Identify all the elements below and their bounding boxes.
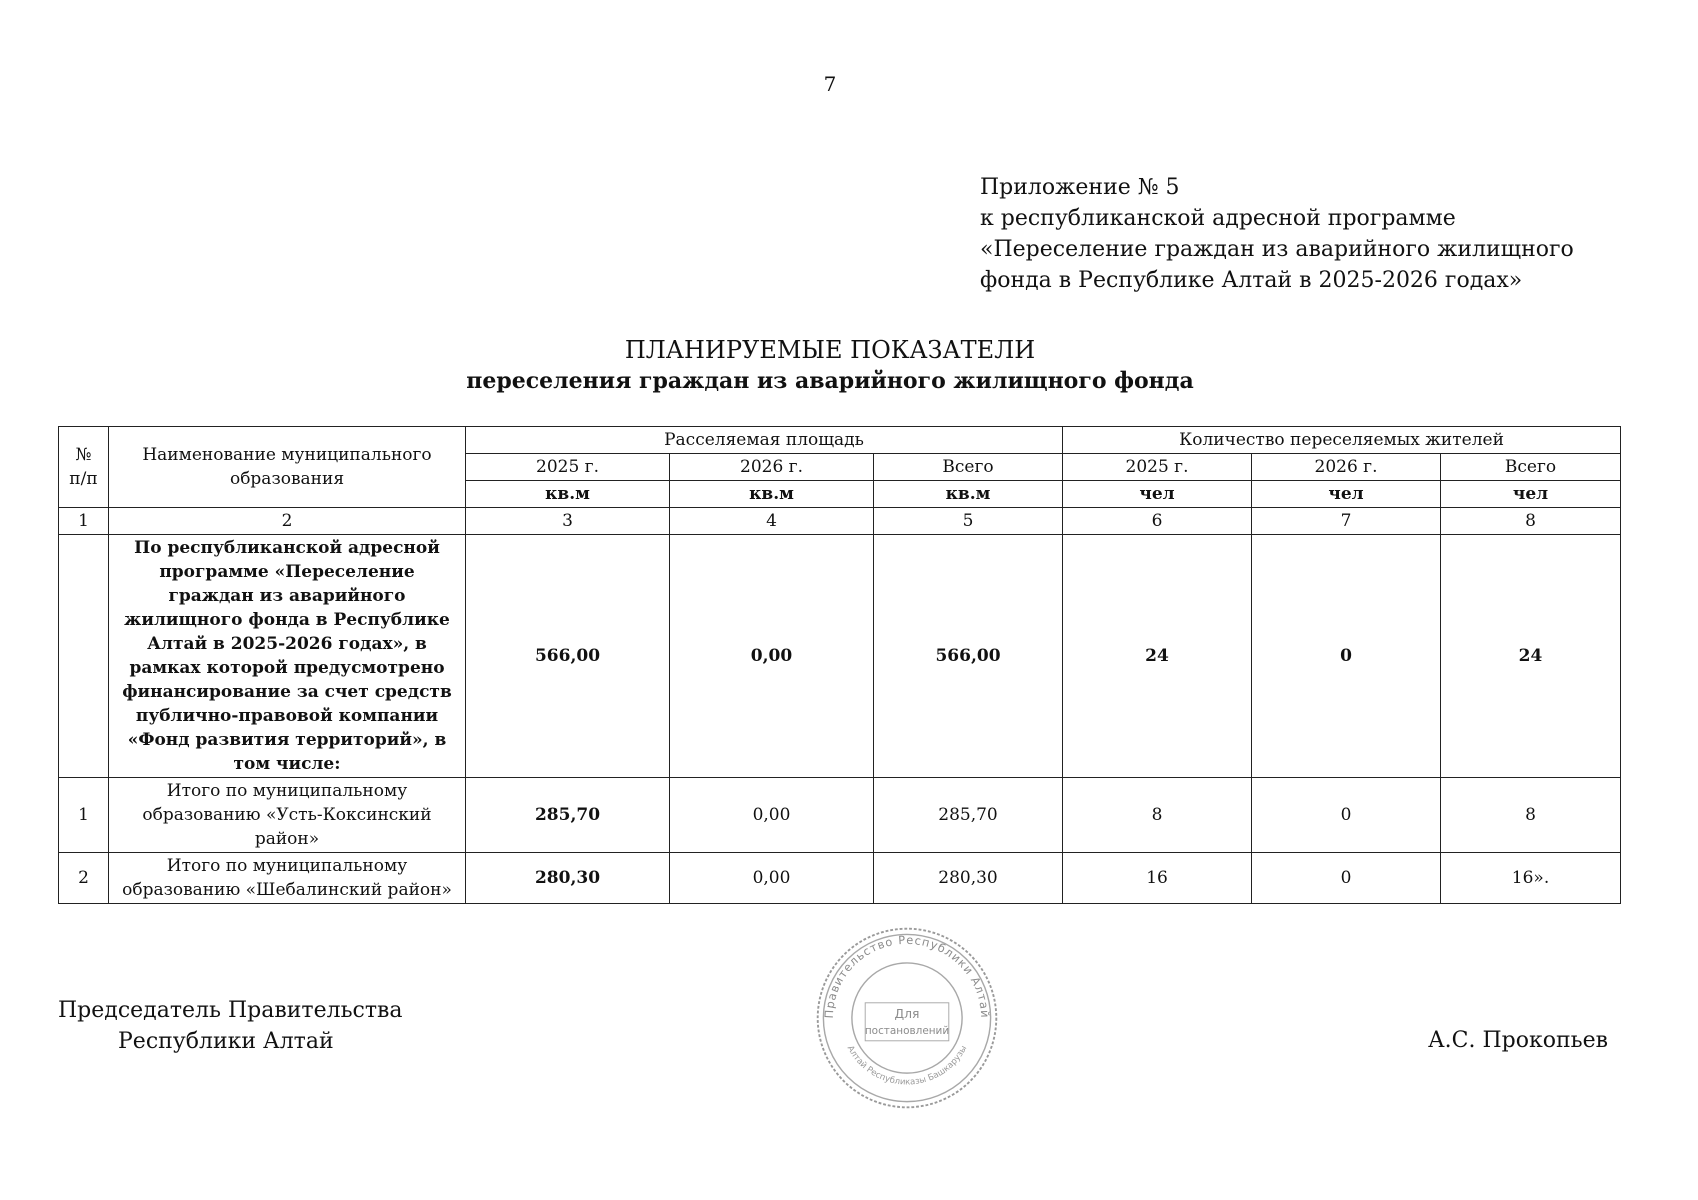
indicators-table xyxy=(58,426,1621,904)
row-value: 0,00 xyxy=(670,778,874,853)
column-number: 7 xyxy=(1252,508,1441,535)
row-value: 0,00 xyxy=(670,535,874,778)
header-unit: кв.м xyxy=(874,481,1063,508)
header-year: 2025 г. xyxy=(1063,454,1252,481)
row-value: 8 xyxy=(1441,778,1621,853)
row-value: 16». xyxy=(1441,853,1621,904)
row-num: 2 xyxy=(59,853,109,904)
row-value: 24 xyxy=(1063,535,1252,778)
column-number: 4 xyxy=(670,508,874,535)
row-name: Итого по муниципальному образованию «Усть-Коксинский район» xyxy=(109,778,466,853)
row-value: 0 xyxy=(1252,853,1441,904)
column-number: 8 xyxy=(1441,508,1621,535)
header-num: № п/п xyxy=(59,427,109,508)
page-number: 7 xyxy=(823,72,837,96)
table-row xyxy=(59,853,1621,904)
header-people-group: Количество переселяемых жителей xyxy=(1063,427,1621,454)
row-name: По республиканской адресной программе «Переселение граждан из аварийного жилищного фонда в Республике Алтай в 2025-2026 годах», в рамках которой предусмотрено финансирование за счет средств публично-правовой компании «Фонд развития территорий», в том числе: xyxy=(109,535,466,778)
column-number: 3 xyxy=(466,508,670,535)
appendix-line: к республиканской адресной программе xyxy=(980,206,1456,231)
appendix-line: Приложение № 5 xyxy=(980,175,1180,200)
header-year: 2026 г. xyxy=(1252,454,1441,481)
seal-center-line: постановлений xyxy=(864,1025,950,1038)
header-year: Всего xyxy=(874,454,1063,481)
title-sub: переселения граждан из аварийного жилищного фонда xyxy=(466,368,1194,394)
header-unit: чел xyxy=(1252,481,1441,508)
seal-bottom-text: Алтай Республиказы Башкарузы xyxy=(844,1044,970,1088)
position-line: Председатель Правительства xyxy=(58,998,403,1023)
header-name: Наименование муниципального образования xyxy=(109,427,466,508)
header-year: Всего xyxy=(1441,454,1621,481)
official-seal xyxy=(812,923,1002,1113)
appendix-line: фонда в Республике Алтай в 2025-2026 годах» xyxy=(980,268,1523,293)
document-title xyxy=(0,334,1660,396)
seal-center-line: Для xyxy=(894,1007,920,1021)
signatory-name: А.С. Прокопьев xyxy=(1428,1028,1609,1053)
column-numbers-row xyxy=(59,508,1621,535)
row-num xyxy=(59,535,109,778)
title-main: ПЛАНИРУЕМЫЕ ПОКАЗАТЕЛИ xyxy=(624,336,1036,364)
header-unit: кв.м xyxy=(670,481,874,508)
appendix-note xyxy=(980,172,1574,296)
header-area-group: Расселяемая площадь xyxy=(466,427,1063,454)
row-num: 1 xyxy=(59,778,109,853)
column-number: 6 xyxy=(1063,508,1252,535)
row-value: 280,30 xyxy=(466,853,670,904)
appendix-line: «Переселение граждан из аварийного жилищного xyxy=(980,237,1574,262)
row-value: 24 xyxy=(1441,535,1621,778)
row-value: 0,00 xyxy=(670,853,874,904)
seal-outer-text: Правительство Республики Алтай xyxy=(821,932,993,1019)
row-value: 285,70 xyxy=(874,778,1063,853)
column-number: 2 xyxy=(109,508,466,535)
row-value: 0 xyxy=(1252,778,1441,853)
row-value: 0 xyxy=(1252,535,1441,778)
row-value: 280,30 xyxy=(874,853,1063,904)
row-value: 566,00 xyxy=(874,535,1063,778)
column-number: 5 xyxy=(874,508,1063,535)
position-line: Республики Алтай xyxy=(118,1029,334,1054)
row-value: 566,00 xyxy=(466,535,670,778)
column-number: 1 xyxy=(59,508,109,535)
row-value: 285,70 xyxy=(466,778,670,853)
header-row xyxy=(59,427,1621,454)
row-value: 8 xyxy=(1063,778,1252,853)
signatory-position xyxy=(58,995,403,1057)
table-row xyxy=(59,778,1621,853)
header-unit: чел xyxy=(1441,481,1621,508)
table-row xyxy=(59,535,1621,778)
row-value: 16 xyxy=(1063,853,1252,904)
header-unit: кв.м xyxy=(466,481,670,508)
header-unit: чел xyxy=(1063,481,1252,508)
row-name: Итого по муниципальному образованию «Шебалинский район» xyxy=(109,853,466,904)
header-year: 2026 г. xyxy=(670,454,874,481)
header-year: 2025 г. xyxy=(466,454,670,481)
